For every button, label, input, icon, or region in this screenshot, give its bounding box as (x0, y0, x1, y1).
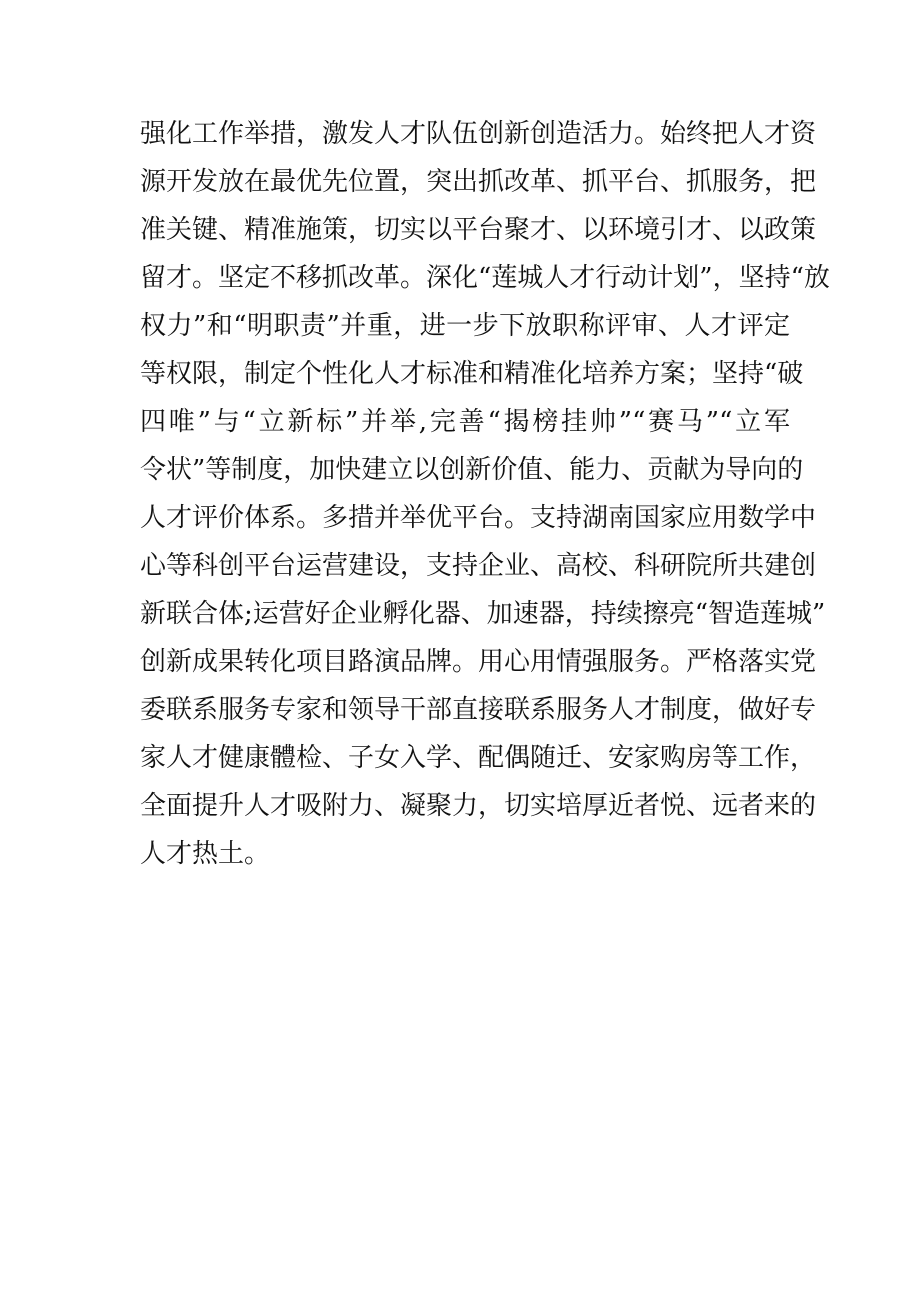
text-line: 令状”等制度，加快建立以创新价值、能力、贡献为导向的 (140, 455, 804, 485)
text-line: 家人才健康體检、子女入学、配偶随迁、安家购房等工作， (140, 743, 817, 773)
body-paragraph (140, 110, 830, 878)
text-line: 四唯”与“立新标”并举,完善“揭榜挂帅”“赛马”“立军 (140, 407, 790, 437)
text-line: 创新成果转化项目路演品牌。用心用情强服务。严格落实党 (140, 647, 817, 677)
text-line: 权力”和“明职责”并重，进一步下放职称评审、人才评定 (140, 311, 790, 341)
text-line: 新联合体;运营好企业孵化器、加速器，持续擦亮“智造莲城” (140, 599, 826, 629)
text-line: 全面提升人才吸附力、凝聚力，切实培厚近者悦、远者来的 (140, 791, 817, 821)
text-line: 源开发放在最优先位置，突出抓改革、抓平台、抓服务，把 (140, 167, 817, 197)
text-line: 心等科创平台运营建设，支持企业、高校、科研院所共建创 (140, 551, 817, 581)
text-line-last: 人才热土。 (140, 839, 271, 869)
text-line: 人才评价体系。多措并举优平台。支持湖南国家应用数学中 (140, 503, 817, 533)
text-line: 等权限，制定个性化人才标准和精准化培养方案；坚持“破 (140, 359, 804, 389)
text-line: 留才。坚定不移抓改革。深化“莲城人才行动计划”，坚持“放 (140, 263, 830, 293)
text-line: 准关键、精准施策，切实以平台聚才、以环境引才、以政策 (140, 215, 817, 245)
text-line: 委联系服务专家和领导干部直接联系服务人才制度，做好专 (140, 695, 817, 725)
text-line: 强化工作举措，激发人才队伍创新创造活力。始终把人才资 (140, 119, 817, 149)
